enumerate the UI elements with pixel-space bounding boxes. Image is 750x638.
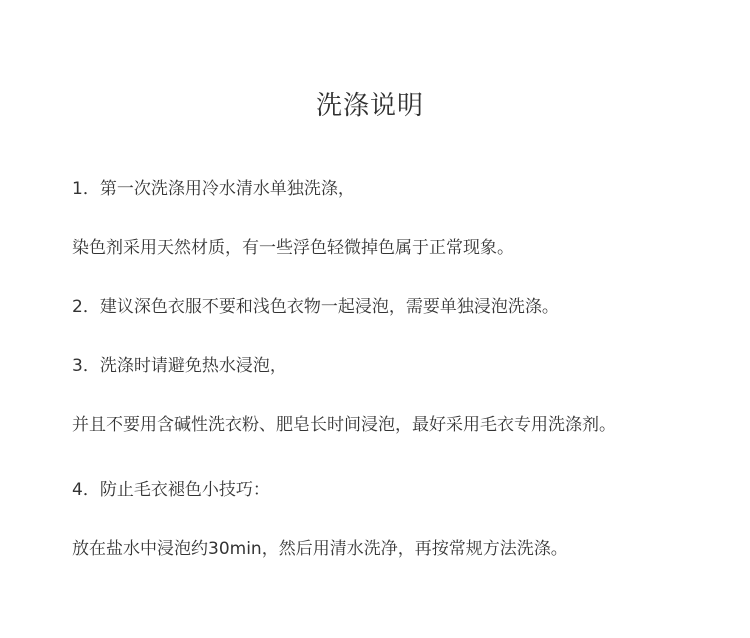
instruction-line-5: 并且不要用含碱性洗衣粉、肥皂长时间浸泡，最好采用毛衣专用洗涤剂。 — [72, 415, 616, 435]
instruction-line-3: 2．建议深色衣服不要和浅色衣物一起浸泡，需要单独浸泡洗涤。 — [72, 297, 559, 317]
instruction-line-1: 1．第一次洗涤用冷水清水单独洗涤， — [72, 179, 355, 199]
instruction-line-6: 4．防止毛衣褪色小技巧： — [72, 480, 270, 500]
instruction-line-4: 3．洗涤时请避免热水浸泡， — [72, 356, 287, 376]
page-title: 洗涤说明 — [315, 91, 424, 121]
instruction-line-2: 染色剂采用天然材质，有一些浮色轻微掉色属于正常现象。 — [72, 238, 514, 258]
instruction-line-7: 放在盐水中浸泡约30min，然后用清水洗净，再按常规方法洗涤。 — [72, 539, 568, 559]
